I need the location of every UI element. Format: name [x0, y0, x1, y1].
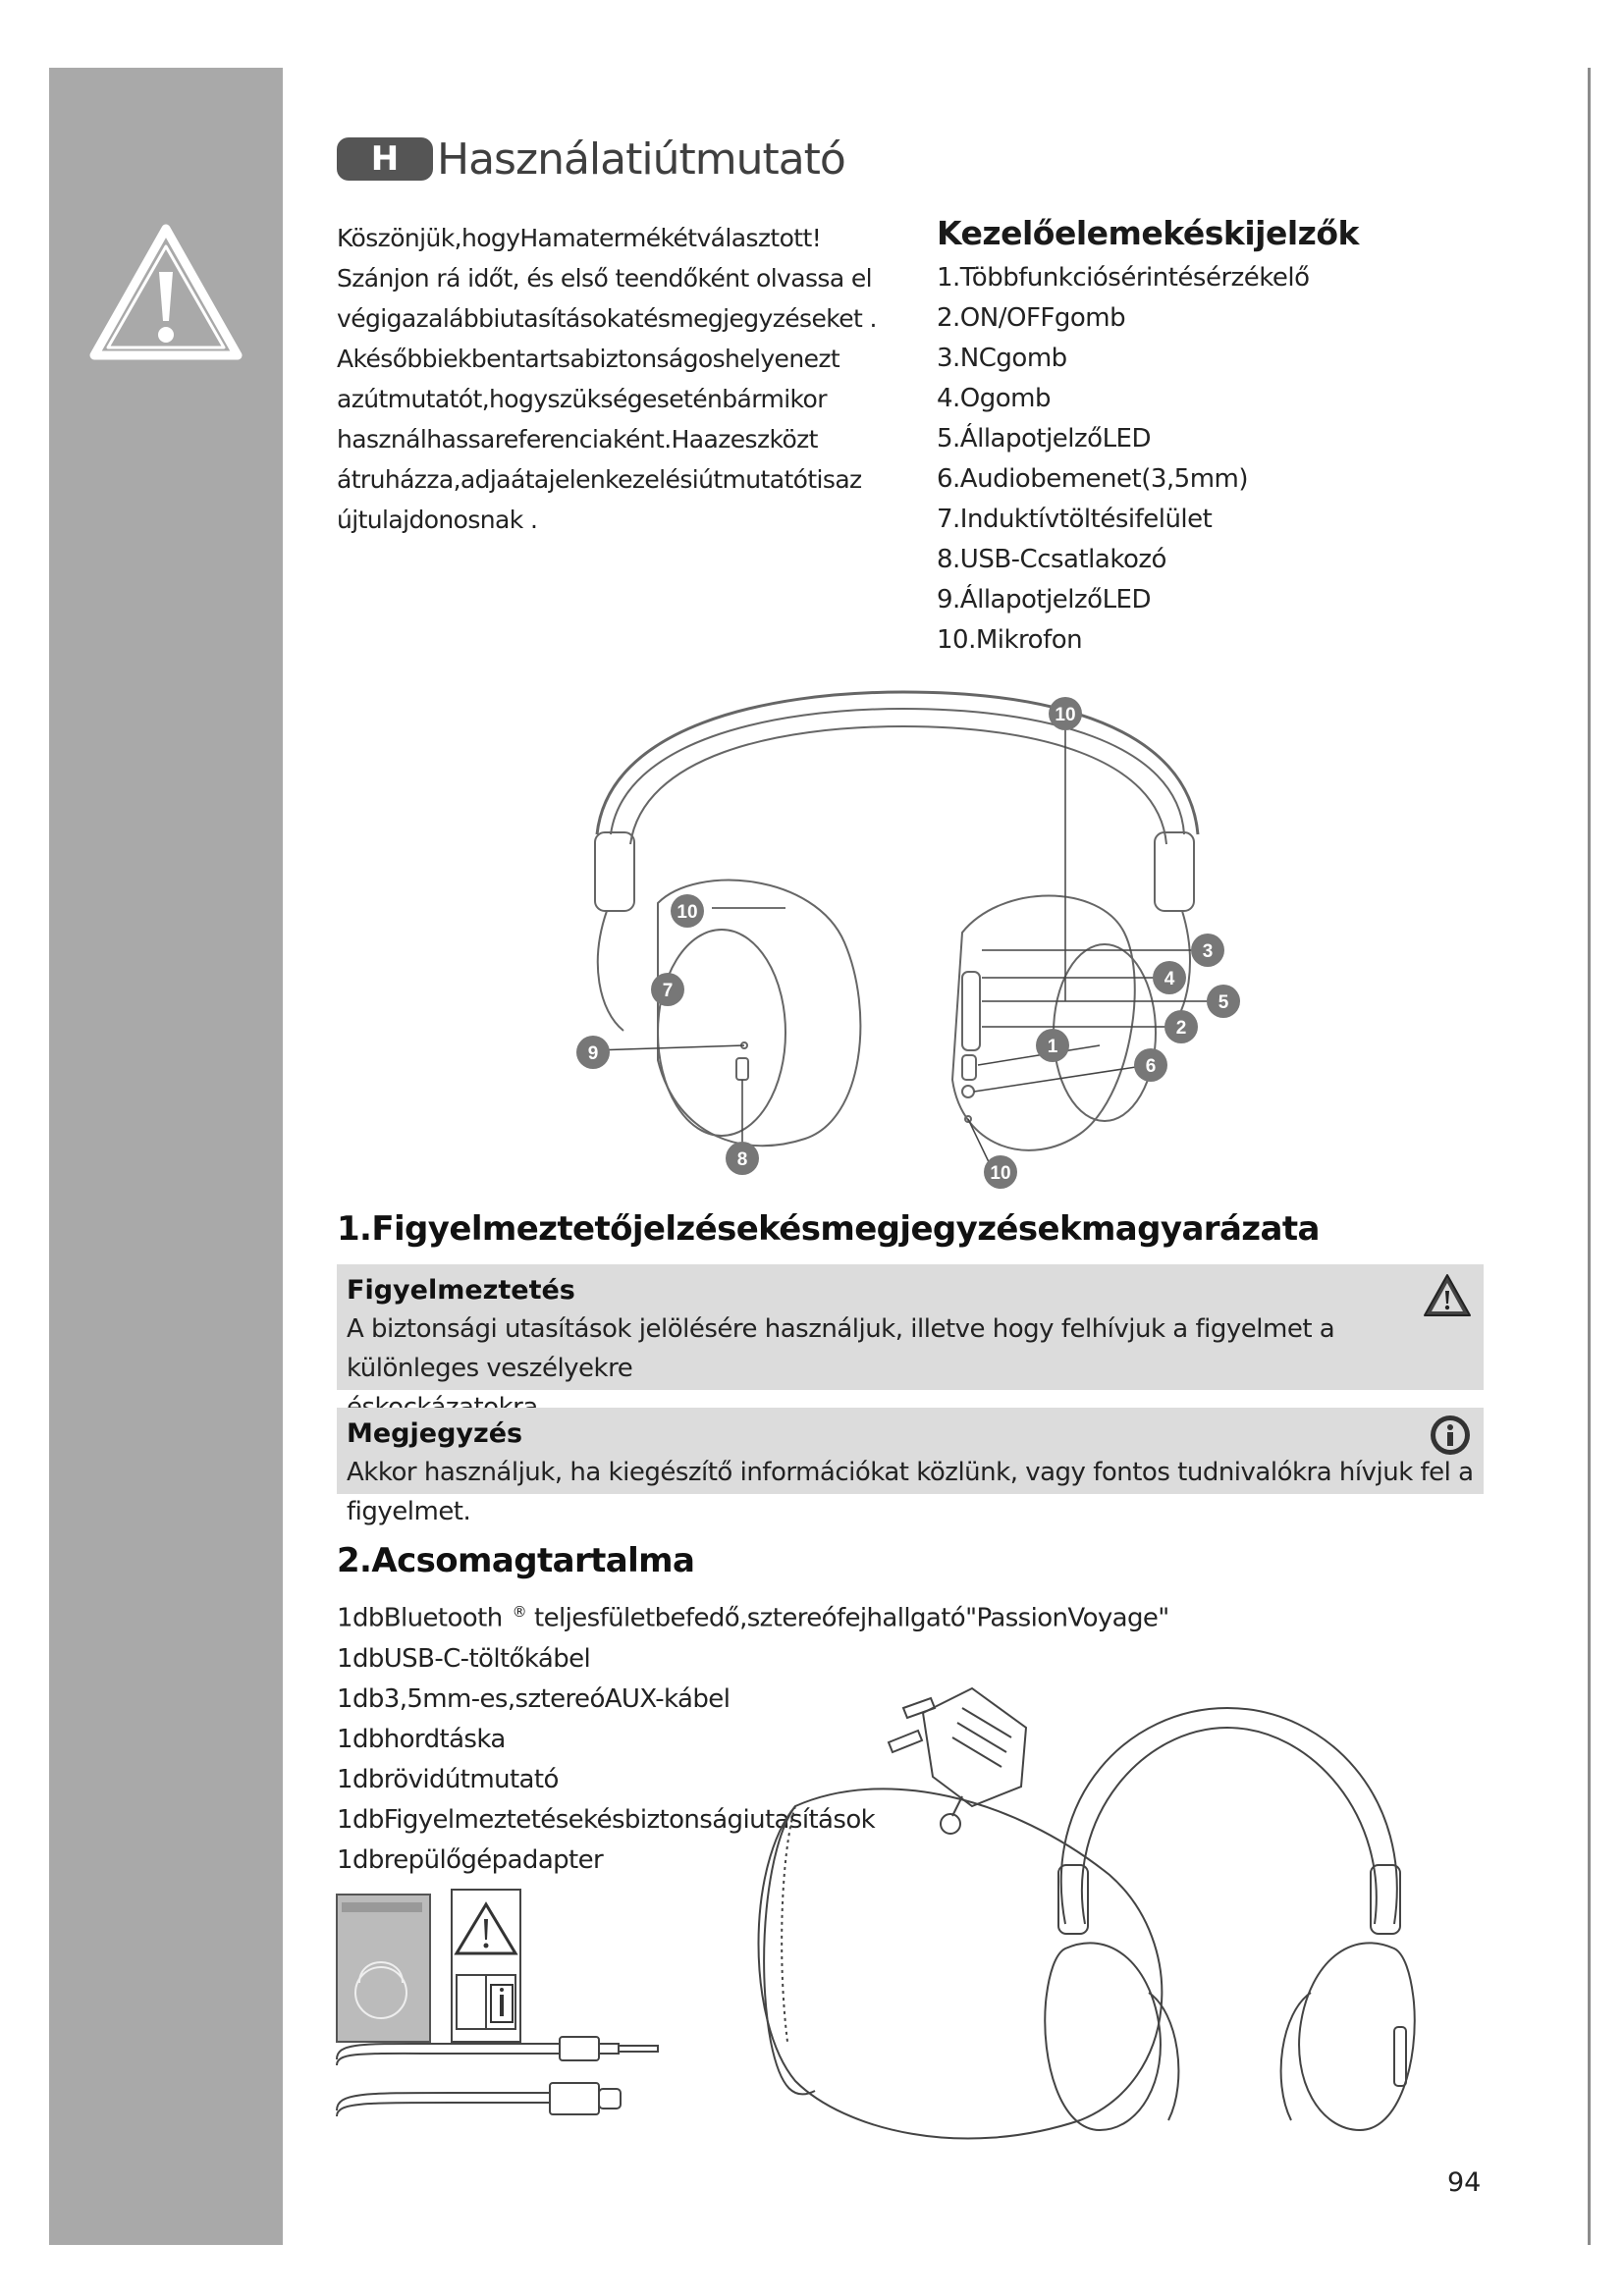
- warning-triangle-icon: [1423, 1272, 1472, 1319]
- intro-line: Szánjon rá időt, és első teendőként olvassa el: [337, 264, 873, 293]
- controls-heading: Kezelőelemekéskijelzők: [937, 214, 1359, 252]
- control-item: 4.Ogomb: [937, 384, 1052, 413]
- warning-title: Figyelmeztetés: [347, 1275, 575, 1306]
- flight-adapter-illustration: [889, 1688, 1026, 1834]
- contents-item: 1dbFigyelmeztetésekésbiztonságiutasítások: [337, 1804, 876, 1835]
- callout-label: 1: [1047, 1037, 1058, 1057]
- warning-box: [337, 1264, 1484, 1390]
- note-text: Akkor használjuk, ha kiegészítő információkat közlünk, vagy fontos tudnivalókra hívjuk fel a figyelmet.: [347, 1458, 1474, 1526]
- section-title-symbols: 1.Figyelmeztetőjelzésekésmegjegyzésekmagyarázata: [337, 1209, 1320, 1249]
- page-number: 94: [1447, 2167, 1482, 2198]
- control-item: 10.Mikrofon: [937, 625, 1083, 655]
- info-icon: [1429, 1414, 1472, 1457]
- callout-label: 4: [1164, 969, 1175, 989]
- intro-line: Köszönjük,hogyHamatermékétválasztott!: [337, 224, 822, 252]
- intro-line: azútmutatót,hogyszükségesetén​bármikor: [337, 385, 827, 413]
- callout-label: 10: [677, 902, 698, 923]
- control-item: 5.ÁllapotjelzőLED: [937, 424, 1152, 454]
- document-title: Használatiútmutató: [437, 133, 845, 185]
- contents-item: 1dbrövidútmutató: [337, 1764, 559, 1794]
- callout-label: 6: [1145, 1056, 1157, 1077]
- warning-triangle-icon: [86, 221, 245, 363]
- control-item: 2.ON/OFFgomb: [937, 303, 1126, 333]
- headphones-diagram: [550, 687, 1257, 1198]
- note-box: [337, 1408, 1484, 1526]
- intro-line: használhassareferenciaként.Haazeszközt: [337, 425, 818, 454]
- intro-line: végigazalábbiutasításokatésmegjegyzéseket .: [337, 304, 877, 333]
- cables-illustration: [337, 2037, 658, 2116]
- intro-line: újtulajdonosnak .: [337, 506, 538, 534]
- intro-text: [337, 218, 877, 540]
- package-contents-illustration: [334, 1669, 1492, 2140]
- contents-item: 1dbrepülőgépadapter: [337, 1844, 604, 1875]
- control-item: 8.USB-Ccsatlakozó: [937, 545, 1166, 574]
- intro-line: Akésőbbiekbentartsabiztonságoshelyenezt: [337, 345, 840, 373]
- headphones-illustration: [1045, 1708, 1415, 2130]
- control-item: 6.Audiobemenet(3,5mm): [937, 464, 1248, 494]
- contents-item: [337, 1592, 1169, 1639]
- control-item: 9.ÁllapotjelzőLED: [937, 585, 1152, 614]
- callout-label: 8: [736, 1149, 748, 1170]
- callout-label: 2: [1175, 1018, 1187, 1039]
- note-title: Megjegyzés: [347, 1418, 523, 1449]
- right-margin-rule: [1588, 68, 1591, 2245]
- intro-line: átruházza,adjaátajelenkezelésiútmutatótisaz: [337, 465, 862, 494]
- callout-label: 10: [1055, 705, 1076, 725]
- callout-label: 7: [662, 981, 674, 1001]
- contents-item: 1dbhordtáska: [337, 1724, 506, 1754]
- warning-text-line: A biztonsági utasítások jelölésére használjuk, illetve hogy felhívjuk a figyelmet a különleges veszélyekre: [347, 1314, 1335, 1383]
- control-item: 7.Induktívtöltésifelület: [937, 505, 1213, 534]
- callout-label: 5: [1218, 992, 1229, 1013]
- contents-item: 1dbUSB-C-töltőkábel: [337, 1643, 591, 1674]
- book-icon: [337, 1890, 520, 2042]
- section-title-contents: 2.Acsomagtartalma: [337, 1541, 695, 1580]
- language-badge: H: [337, 137, 433, 181]
- controls-list: [937, 214, 1487, 661]
- registered-mark: ®: [512, 1603, 526, 1621]
- side-bar: [49, 68, 283, 2245]
- page-header: [337, 134, 845, 184]
- control-item: 3.NCgomb: [937, 344, 1067, 373]
- contents-item-text: teljesfületbefedő,sztereófejhallgató"PassionVoyage": [533, 1603, 1169, 1633]
- callout-label: 3: [1202, 941, 1214, 962]
- control-item: 1.Többfunkciósérintésérzékelő: [937, 263, 1310, 293]
- contents-item-text: 1dbBluetooth: [337, 1603, 503, 1633]
- carrying-case-illustration: [759, 1789, 1163, 2138]
- callout-label: 9: [587, 1043, 599, 1064]
- callout-label: 10: [990, 1163, 1011, 1184]
- callout-markers: [576, 697, 1240, 1189]
- contents-item: 1db3,5mm-es,sztereóAUX-kábel: [337, 1683, 731, 1714]
